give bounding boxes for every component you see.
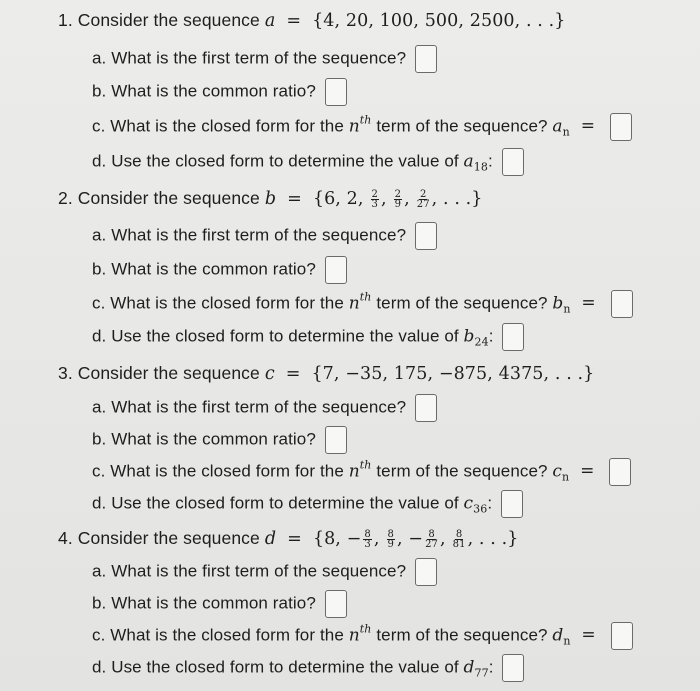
- q4-fraction-2: $\frac{8}{9}$: [387, 528, 394, 550]
- q1-d-pre: d. Use the closed form to determine the value of: [92, 151, 459, 171]
- q4-eq: =: [287, 529, 302, 549]
- q4-c-answer-box[interactable]: [611, 622, 633, 650]
- q1-d-answer-box[interactable]: [502, 148, 524, 176]
- q4-a-answer-box[interactable]: [415, 558, 437, 586]
- q3-c-pre: c. What is the closed form for the: [92, 461, 344, 481]
- q2-b: [92, 256, 347, 284]
- q1-c-answer-box[interactable]: [610, 113, 632, 141]
- q4-b-answer-box[interactable]: [325, 590, 347, 618]
- q3-d-answer-box[interactable]: [501, 490, 523, 518]
- q3-eq: =: [285, 364, 301, 384]
- q4-d-sub: 77: [474, 666, 489, 680]
- q3-d-sub: 36: [473, 502, 488, 516]
- q2-fraction-3: $\frac{2}{27}$: [416, 188, 430, 210]
- q3-c-th: th: [359, 458, 372, 472]
- q1-c-th: th: [359, 113, 372, 127]
- q3-c-answer-box[interactable]: [609, 458, 631, 486]
- q1-b-text: b. What is the common ratio?: [92, 81, 316, 101]
- q2-b-answer-box[interactable]: [325, 256, 347, 284]
- q2-b-text: b. What is the common ratio?: [92, 259, 316, 279]
- q1-c-n: n: [348, 116, 360, 137]
- q4-fraction-3: $\frac{8}{27}$: [425, 528, 439, 550]
- q3-d-pre: d. Use the closed form to determine the value of: [92, 493, 459, 513]
- q4-c-var: d: [552, 625, 564, 646]
- q2-set-open: {6, 2,: [312, 189, 364, 209]
- q2-d-pre: d. Use the closed form to determine the value of: [92, 326, 459, 346]
- q1-d-sub: 18: [473, 160, 488, 174]
- q4-fraction-4: $\frac{8}{81}$: [452, 528, 466, 550]
- q2-d-colon: :: [488, 326, 494, 346]
- q4-set-open: {8, −: [312, 529, 362, 549]
- q1-c-sub: n: [562, 125, 570, 139]
- q2-c-pre: c. What is the closed form for the: [92, 293, 344, 313]
- q2-a-answer-box[interactable]: [415, 222, 437, 250]
- q1-eq: =: [286, 11, 302, 31]
- q1-c: c. What is the closed form for the $n^{th}$ term of the sequence? $a_n$ =: [92, 113, 632, 141]
- q1-header: [58, 10, 566, 31]
- q3-c-var: c: [552, 461, 563, 482]
- q3-d-var: c: [463, 493, 474, 514]
- q4-mid: , −: [396, 529, 424, 549]
- q2-d: [92, 323, 524, 351]
- q3-a: [92, 394, 437, 422]
- q1-var: a: [264, 11, 276, 31]
- q1-d: [92, 148, 524, 176]
- q2-c-answer-box[interactable]: [611, 290, 633, 318]
- q2-d-var: b: [463, 326, 475, 347]
- q4-c-pre: c. What is the closed form for the: [92, 625, 344, 645]
- q2-d-sub: 24: [474, 335, 489, 349]
- q3-c-sub: n: [562, 470, 570, 484]
- q1-c-var: a: [552, 116, 563, 137]
- q2-c-post: term of the sequence?: [376, 293, 548, 313]
- q4-fraction-1: $\frac{8}{3}$: [364, 528, 371, 550]
- q2-c: c. What is the closed form for the $n^{th}$ term of the sequence? $b_n$ =: [92, 290, 633, 318]
- q3-c: c. What is the closed form for the $n^{th}$ term of the sequence? $c_n$ =: [92, 458, 631, 486]
- q4-d-pre: d. Use the closed form to determine the value of: [92, 657, 459, 677]
- q2-a-text: a. What is the first term of the sequence?: [92, 225, 407, 245]
- q1-b-answer-box[interactable]: [325, 78, 347, 106]
- q1-a-text: a. What is the first term of the sequence?: [92, 48, 407, 68]
- q2-c-sub: n: [563, 302, 571, 316]
- q4-set-close: , . . .}: [467, 529, 519, 549]
- q3-b: [92, 426, 347, 454]
- q3-a-text: a. What is the first term of the sequence?: [92, 397, 407, 417]
- q2-var: b: [264, 189, 277, 209]
- q4-b: [92, 590, 347, 618]
- q1-intro: Consider the sequence: [77, 10, 260, 30]
- q3-number: 3.: [58, 363, 73, 383]
- q3-b-text: b. What is the common ratio?: [92, 429, 316, 449]
- q3-a-answer-box[interactable]: [415, 394, 437, 422]
- q4-header: 4. Consider the sequence d = {8, − $\frac{8}{3}$ , $\frac{8}{9}$ , − $\frac{8}{27}$ , $\frac{8}{81}$ , . . .}: [58, 528, 519, 550]
- q3-header: [58, 363, 594, 384]
- q1-d-colon: :: [488, 151, 493, 171]
- q2-c-n: n: [348, 293, 360, 314]
- q4-intro: Consider the sequence: [77, 528, 260, 548]
- q2-intro: Consider the sequence: [77, 188, 260, 208]
- q4-c-sub: n: [563, 634, 571, 648]
- q3-d: [92, 490, 523, 518]
- q4-var: d: [264, 529, 277, 549]
- q3-c-post: term of the sequence?: [376, 461, 548, 481]
- q1-a: [92, 45, 437, 73]
- q2-set-close: , . . .}: [431, 189, 483, 209]
- q2-number: 2.: [58, 188, 73, 208]
- q1-set: {4, 20, 100, 500, 2500, . . .}: [312, 11, 566, 31]
- q3-d-colon: :: [487, 493, 493, 513]
- q3-intro: Consider the sequence: [77, 363, 260, 383]
- q2-fraction-1: $\frac{2}{3}$: [371, 188, 378, 210]
- q1-b: [92, 78, 347, 106]
- q4-a: [92, 558, 437, 586]
- q4-d-answer-box[interactable]: [502, 654, 524, 682]
- q3-set: {7, −35, 175, −875, 4375, . . .}: [311, 364, 595, 384]
- q1-c-pre: c. What is the closed form for the: [92, 116, 344, 136]
- q2-c-th: th: [359, 290, 372, 304]
- q4-d: [92, 654, 524, 682]
- q2-d-answer-box[interactable]: [502, 323, 524, 351]
- q1-c-post: term of the sequence?: [376, 116, 548, 136]
- q4-c-n: n: [348, 625, 360, 646]
- q3-c-n: n: [348, 461, 360, 482]
- q4-number: 4.: [58, 528, 73, 548]
- q1-a-answer-box[interactable]: [415, 45, 437, 73]
- q4-d-var: d: [463, 657, 475, 678]
- q4-c-th: th: [359, 622, 372, 636]
- q3-var: c: [264, 364, 275, 384]
- q2-a: [92, 222, 437, 250]
- q2-header: 2. Consider the sequence b = {6, 2, $\frac{2}{3}$ , $\frac{2}{9}$ , $\frac{2}{27}$ , . . .}: [58, 188, 483, 210]
- q2-fraction-2: $\frac{2}{9}$: [394, 188, 402, 210]
- q4-c: c. What is the closed form for the $n^{th}$ term of the sequence? $d_n$ =: [92, 622, 633, 650]
- q4-a-text: a. What is the first term of the sequence?: [92, 561, 407, 581]
- q1-number: 1.: [58, 10, 73, 30]
- q1-d-var: a: [463, 151, 474, 172]
- q3-b-answer-box[interactable]: [325, 426, 347, 454]
- q4-d-colon: :: [488, 657, 494, 677]
- q2-c-var: b: [552, 293, 564, 314]
- q2-eq: =: [287, 189, 302, 209]
- q4-c-post: term of the sequence?: [376, 625, 548, 645]
- q4-b-text: b. What is the common ratio?: [92, 593, 316, 613]
